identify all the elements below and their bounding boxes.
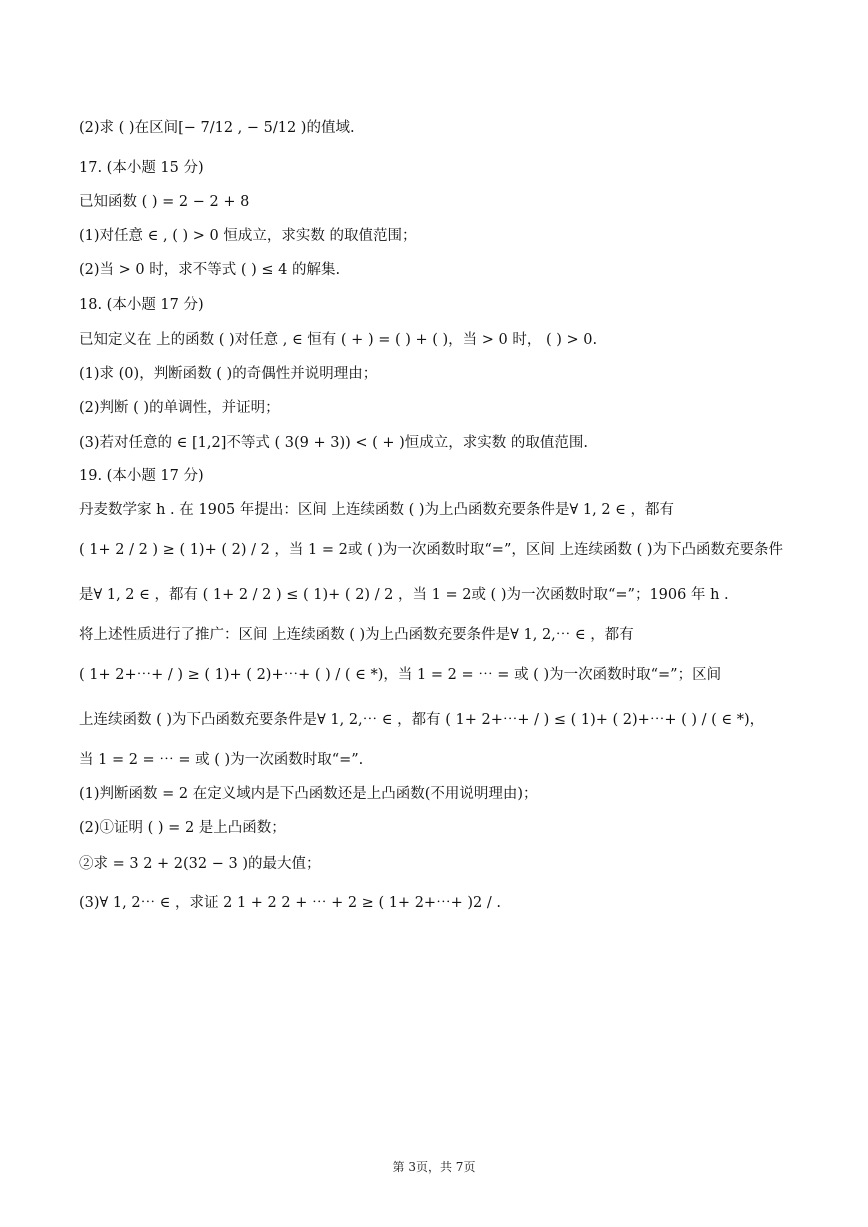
text-line: 已知定义在 上的函数 ( )对任意 , ∈ 恒有 ( + ) = ( ) + ( )，当 > 0 时， ( ) > 0. bbox=[79, 332, 598, 348]
text-line: 17. (本小题 15 分) bbox=[79, 160, 204, 176]
text-line: (3)若对任意的 ∈ [1,2]不等式 ( 3(9 + 3)) < ( + )恒成立，求实数 的取值范围. bbox=[79, 435, 589, 451]
text-line: (1)判断函数 = 2 在定义域内是下凸函数还是上凸函数(不用说明理由)； bbox=[79, 786, 538, 802]
text-line: 已知函数 ( ) = 2 − 2 + 8 bbox=[79, 194, 250, 210]
text-line: (3)∀ 1, 2⋯ ∈ ，求证 2 1 + 2 2 + ⋯ + 2 ≥ ( 1+ 2+⋯+ )2 / . bbox=[79, 895, 501, 911]
text-line: 是∀ 1, 2 ∈ ，都有 ( 1+ 2 / 2 ) ≤ ( 1)+ ( 2) / 2 ，当 1 = 2或 ( )为一次函数时取“=”；1906 年 h . bbox=[79, 587, 729, 603]
text-line: (1)对任意 ∈ , ( ) > 0 恒成立，求实数 的取值范围； bbox=[79, 228, 417, 244]
text-line: 18. (本小题 17 分) bbox=[79, 297, 204, 313]
text-line: (2)判断 ( )的单调性，并证明； bbox=[79, 400, 280, 416]
page-footer: 第 3页，共 7页 bbox=[392, 1160, 476, 1174]
text-line: 将上述性质进行了推广：区间 上连续函数 ( )为上凸函数充要条件是∀ 1, 2,⋯ ∈ ，都有 bbox=[79, 627, 634, 643]
text-line: (2)①证明 ( ) = 2 是上凸函数； bbox=[79, 820, 286, 836]
text-line: 19. (本小题 17 分) bbox=[79, 468, 204, 484]
text-line: ( 1+ 2+⋯+ / ) ≥ ( 1)+ ( 2)+⋯+ ( ) / ( ∈ *)，当 1 = 2 = ⋯ = 或 ( )为一次函数时取“=”；区间 bbox=[79, 667, 722, 683]
text-line: 当 1 = 2 = ⋯ = 或 ( )为一次函数时取“=”. bbox=[79, 752, 364, 768]
text-line: 上连续函数 ( )为下凸函数充要条件是∀ 1, 2,⋯ ∈ ，都有 ( 1+ 2+⋯+ / ) ≤ ( 1)+ ( 2)+⋯+ ( ) / ( ∈ *)， bbox=[79, 712, 765, 728]
text-line: ( 1+ 2 / 2 ) ≥ ( 1)+ ( 2) / 2 ，当 1 = 2或 ( )为一次函数时取“=”，区间 上连续函数 ( )为下凸函数充要条件 bbox=[79, 542, 784, 558]
text-line: 丹麦数学家 h . 在 1905 年提出：区间 上连续函数 ( )为上凸函数充要条件是∀ 1, 2 ∈ ，都有 bbox=[79, 502, 675, 518]
text-line: ②求 = 3 2 + 2(32 − 3 )的最大值； bbox=[79, 856, 321, 872]
text-line: (1)求 (0)，判断函数 ( )的奇偶性并说明理由； bbox=[79, 366, 378, 382]
text-line: (2)求 ( )在区间[− 7/12 , − 5/12 )的值域. bbox=[79, 120, 355, 136]
text-line: (2)当 > 0 时，求不等式 ( ) ≤ 4 的解集. bbox=[79, 262, 341, 278]
